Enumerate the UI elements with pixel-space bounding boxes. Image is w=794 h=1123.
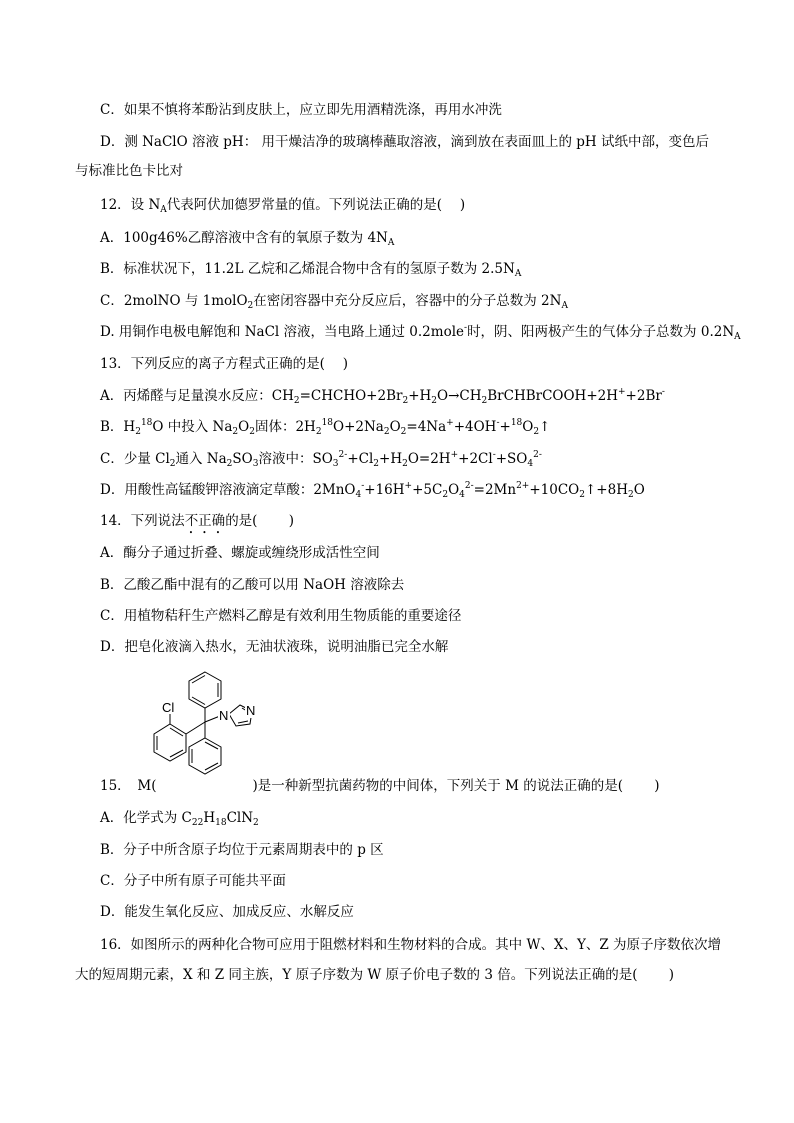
- q16-stem-line2: 大的短周期元素，X 和 Z 同主族，Y 原子序数为 W 原子价电子数的 3 倍。下列说法正确的是( ): [75, 967, 675, 983]
- q11-option-c: C．如果不慎将苯酚沾到皮肤上，应立即先用酒精洗涤，再用水冲洗: [100, 102, 502, 118]
- q13-option-a: A．丙烯醛与足量溴水反应：$CH_2=CHCHO+2Br_2+H_2O\to CH_2BrCHBrCOOH+2H^++2Br^-$: [100, 387, 665, 406]
- bond-c-left: [186, 722, 205, 734]
- q15-stem: 15． M( )是一种新型抗菌药物的中间体，下列关于 M 的说法正确的是( ): [100, 778, 660, 794]
- nitrogen-label-2: N: [246, 703, 256, 718]
- q12-option-d: D. 用铜作电极电解饱和 NaCl 溶液，当电路上通过 0.2mole-时，阴、阳两极产生的气体分子总数为 $0.2N_A$: [100, 323, 741, 342]
- q12-option-a: A．100g46%乙醇溶液中含有的氧原子数为 $4N_A$: [100, 230, 395, 248]
- bottom-phenyl-ring: [189, 738, 221, 774]
- q12-stem: 12．设 $N_A$代表阿伏加德罗常量的值。下列说法正确的是( ): [100, 197, 466, 215]
- q16-stem-line1: 16．如图所示的两种化合物可应用于阻燃材料和生物材料的合成。其中 W、X、Y、Z 为原子序数依次增: [100, 937, 722, 953]
- q13-stem: 13．下列反应的离子方程式正确的是( ): [100, 356, 349, 372]
- bond-c-n: [205, 716, 220, 722]
- q13-option-b: B．$H_2^{18}O$ 中投入 $Na_2O_2$固体：$2H_2^{18}O+2Na_2O_2=4Na^++4OH^-+^{18}O_2↑$: [100, 418, 551, 437]
- q15-option-d: D．能发生氧化反应、加成反应、水解反应: [100, 904, 354, 920]
- q14-option-c: C．用植物秸秆生产燃料乙醇是有效利用生物质能的重要途径: [100, 608, 462, 624]
- chlorine-label: Cl: [162, 700, 175, 715]
- nitrogen-label-1: N: [219, 708, 229, 723]
- q13-option-d: D．用酸性高锰酸钾溶液滴定草酸：$2MnO_4^-+16H^++5C_2O_4^{2-}=2Mn^{2+}+10CO_2↑+8H_2O$: [100, 481, 645, 500]
- emphasis-not-correct: 不正确: [184, 513, 226, 529]
- q13-option-c: C．少量 $Cl_2$通入 $Na_2SO_3$溶液中：$SO_3^{2-}+Cl_2+H_2O=2H^++2Cl^-+SO_4^{2-}$: [100, 450, 542, 469]
- top-phenyl-ring: [189, 672, 221, 708]
- q11-option-d-cont: 与标准比色卡比对: [75, 163, 183, 179]
- q14-option-d: D．把皂化液滴入热水，无油状液珠，说明油脂已完全水解: [100, 639, 449, 655]
- q15-option-c: C．分子中所有原子可能共平面: [100, 873, 286, 889]
- q12-option-b: B．标准状况下，11.2L 乙烷和乙烯混合物中含有的氢原子数为 $2.5N_A$: [100, 261, 522, 279]
- chlorophenyl-ring: [154, 724, 186, 761]
- molecule-structure-m: [128, 660, 278, 785]
- q14-option-a: A．酶分子通过折叠、螺旋或缠绕形成活性空间: [100, 545, 380, 561]
- q11-option-d: D．测 NaClO 溶液 pH： 用干燥洁净的玻璃棒蘸取溶液，滴到放在表面皿上的 pH 试纸中部，变色后: [100, 134, 709, 150]
- q15-option-b: B．分子中所含原子均位于元素周期表中的 p 区: [100, 842, 384, 858]
- q15-option-a: A．化学式为 $C_{22}H_{18}ClN_2$: [100, 810, 259, 828]
- q14-stem: 14．下列说法不正确的是( ): [100, 513, 295, 529]
- q14-option-b: B．乙酸乙酯中混有的乙酸可以用 NaOH 溶液除去: [100, 577, 405, 593]
- q12-option-c: C．2molNO 与 1molO$_2$在密闭容器中充分反应后，容器中的分子总数为 $2N_A$: [100, 293, 568, 311]
